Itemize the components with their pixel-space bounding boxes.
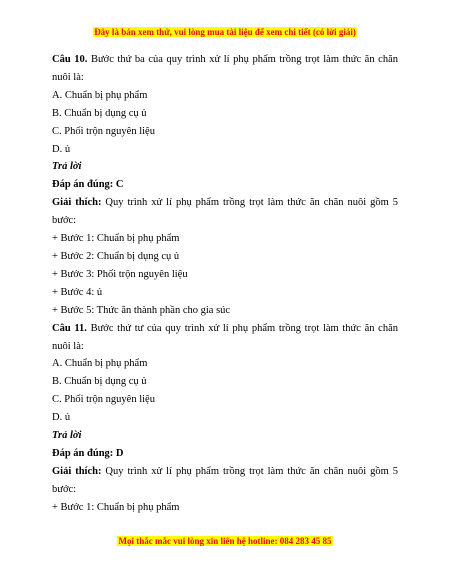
question-10-explanation-continued: bước:: [52, 215, 77, 227]
document-body: [52, 51, 398, 517]
question-11-stem-text: Bước thứ tư của quy trình xử lí phụ phẩm trồng trọt làm thức ăn chăn: [86, 322, 398, 334]
question-10-explanation-label: Giải thích:: [52, 197, 102, 209]
question-11-option-b: B. Chuẩn bị dụng cụ ủ: [52, 376, 147, 388]
question-10-step-3: + Bước 3: Phối trộn nguyên liệu: [52, 268, 188, 280]
question-10-option-a: A. Chuẩn bị phụ phẩm: [52, 89, 148, 101]
question-11-stem-continued: nuôi là:: [52, 340, 84, 352]
question-10-option-d: D. ủ: [52, 143, 71, 155]
question-10-label: Câu 10.: [52, 54, 88, 65]
question-11-option-a: A. Chuẩn bị phụ phẩm: [52, 358, 148, 370]
question-10-correct-answer: Đáp án đúng: C: [52, 179, 124, 191]
question-11-option-c: C. Phối trộn nguyên liệu: [52, 394, 155, 406]
question-10-stem-text: Bước thứ ba của quy trình xử lí phụ phẩm trồng trọt làm thức ăn chăn: [87, 54, 398, 65]
question-10-step-1: + Bước 1: Chuẩn bị phụ phẩm: [52, 233, 180, 245]
question-10-option-c: C. Phối trộn nguyên liệu: [52, 125, 155, 137]
question-11-explanation-text: Quy trình xử lí phụ phẩm trồng trọt làm thức ăn chăn nuôi gồm 5: [101, 465, 398, 477]
question-11-step-1: + Bước 1: Chuẩn bị phụ phẩm: [52, 501, 180, 513]
preview-notice-banner: [0, 26, 450, 38]
question-11-stem: [52, 320, 398, 338]
question-11-explanation-continued: bước:: [52, 483, 77, 495]
question-10-step-4: + Bước 4: ủ: [52, 286, 103, 298]
question-11-answer-heading: Trả lời: [52, 430, 82, 442]
question-10-step-5: + Bước 5: Thức ăn thành phần cho gia súc: [52, 304, 231, 316]
question-11-explanation: [52, 463, 398, 481]
hotline-text: Mọi thắc mắc vui lòng xin liên hệ hotline: 084 283 45 85: [118, 536, 332, 546]
question-10-stem-continued: nuôi là:: [52, 71, 84, 83]
question-11-label: Câu 11.: [52, 322, 87, 334]
question-11-explanation-label: Giải thích:: [52, 465, 102, 477]
question-10-answer-heading: Trả lời: [52, 161, 82, 173]
hotline-banner: [0, 535, 450, 547]
question-11-correct-answer: Đáp án đúng: D: [52, 447, 124, 459]
question-11-option-d: D. ủ: [52, 412, 71, 424]
question-10-explanation: [52, 194, 398, 212]
preview-notice-text: Đây là bản xem thử, vui lòng mua tài liệu để xem chi tiết (có lời giải): [94, 27, 356, 37]
question-10-step-2: + Bước 2: Chuẩn bị dụng cụ ủ: [52, 250, 180, 262]
question-10-option-b: B. Chuẩn bị dụng cụ ủ: [52, 107, 147, 119]
question-10-explanation-text: Quy trình xử lí phụ phẩm trồng trọt làm thức ăn chăn nuôi gồm 5: [101, 197, 398, 209]
question-10-stem: [52, 51, 398, 69]
